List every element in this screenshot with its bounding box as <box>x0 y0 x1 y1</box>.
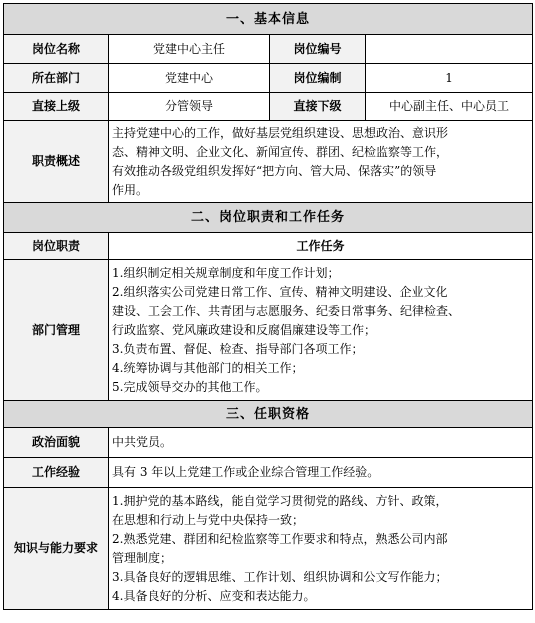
post-quota-label: 岗位编制 <box>270 64 366 93</box>
summary-label: 职责概述 <box>4 121 109 203</box>
superior-value: 分管领导 <box>109 93 270 121</box>
post-quota-value: 1 <box>366 64 533 93</box>
row-summary <box>4 121 533 203</box>
skill-line: 1.拥护党的基本路线，能自觉学习贯彻党的路线、方针、政策， <box>112 493 448 508</box>
post-number-value <box>366 35 533 64</box>
row-knowledge-skills <box>4 488 533 610</box>
task-line: 4.统筹协调与其他部门的相关工作； <box>112 360 304 375</box>
section-basic-info-row <box>4 4 533 35</box>
post-number-label: 岗位编号 <box>270 35 366 64</box>
row-reporting <box>4 93 533 121</box>
section-title-duties: 二、岗位职责和工作任务 <box>4 203 533 233</box>
department-label: 所在部门 <box>4 64 109 93</box>
skill-line: 3.具备良好的逻辑思维、工作计划、组织协调和公文写作能力； <box>112 569 448 584</box>
row-department-management <box>4 260 533 401</box>
skill-line: 管理制度； <box>112 550 173 565</box>
row-work-experience <box>4 458 533 488</box>
task-line: 2.组织落实公司党建日常工作、宣传、精神文明建设、企业文化 <box>112 284 448 299</box>
superior-label: 直接上级 <box>4 93 109 121</box>
department-management-tasks <box>109 260 533 401</box>
row-department <box>4 64 533 93</box>
task-line: 行政监察、党风廉政建设和反腐倡廉建设等工作； <box>112 322 377 337</box>
political-status-label: 政治面貌 <box>4 428 109 458</box>
tasks-column-header: 工作任务 <box>109 233 533 260</box>
subordinate-label: 直接下级 <box>270 93 366 121</box>
summary-line: 作用。 <box>112 182 149 197</box>
work-experience-label: 工作经验 <box>4 458 109 488</box>
post-name-label: 岗位名称 <box>4 35 109 64</box>
task-line: 5.完成领导交办的其他工作。 <box>112 379 268 394</box>
department-management-label: 部门管理 <box>4 260 109 401</box>
duties-column-header: 岗位职责 <box>4 233 109 260</box>
section-duties-row <box>4 203 533 233</box>
skill-line: 在思想和行动上与党中央保持一致； <box>112 512 305 527</box>
section-qualifications-row <box>4 401 533 428</box>
post-name-value: 党建中心主任 <box>109 35 270 64</box>
summary-text <box>109 121 533 203</box>
skill-line: 4.具备良好的分析、应变和表达能力。 <box>112 588 316 603</box>
row-post-name <box>4 35 533 64</box>
department-value: 党建中心 <box>109 64 270 93</box>
summary-line: 态、精神文明、企业文化、新闻宣传、群团、纪检监察等工作， <box>112 144 449 159</box>
knowledge-skills-text <box>109 488 533 610</box>
skill-line: 2.熟悉党建、群团和纪检监察等工作要求和特点，熟悉公司内部 <box>112 531 448 546</box>
political-status-value: 中共党员。 <box>109 428 533 458</box>
task-line: 3.负责布置、督促、检查、指导部门各项工作； <box>112 341 364 356</box>
row-political-status <box>4 428 533 458</box>
summary-line: 有效推动各级党组织发挥好“把方向、管大局、保落实”的领导 <box>112 163 437 178</box>
work-experience-value: 具有 3 年以上党建工作或企业综合管理工作经验。 <box>109 458 533 488</box>
section-title-qualifications: 三、任职资格 <box>4 401 533 428</box>
task-line: 1.组织制定相关规章制度和年度工作计划； <box>112 265 340 280</box>
task-line: 建设、工会工作、共青团与志愿服务、纪委日常事务、纪律检查、 <box>112 303 461 318</box>
subordinate-value: 中心副主任、中心员工 <box>366 93 533 121</box>
job-description-table <box>3 3 533 610</box>
row-duties-header <box>4 233 533 260</box>
knowledge-skills-label: 知识与能力要求 <box>4 488 109 610</box>
summary-line: 主持党建中心的工作，做好基层党组织建设、思想政治、意识形 <box>112 125 449 140</box>
section-title-basic-info: 一、基本信息 <box>4 4 533 35</box>
